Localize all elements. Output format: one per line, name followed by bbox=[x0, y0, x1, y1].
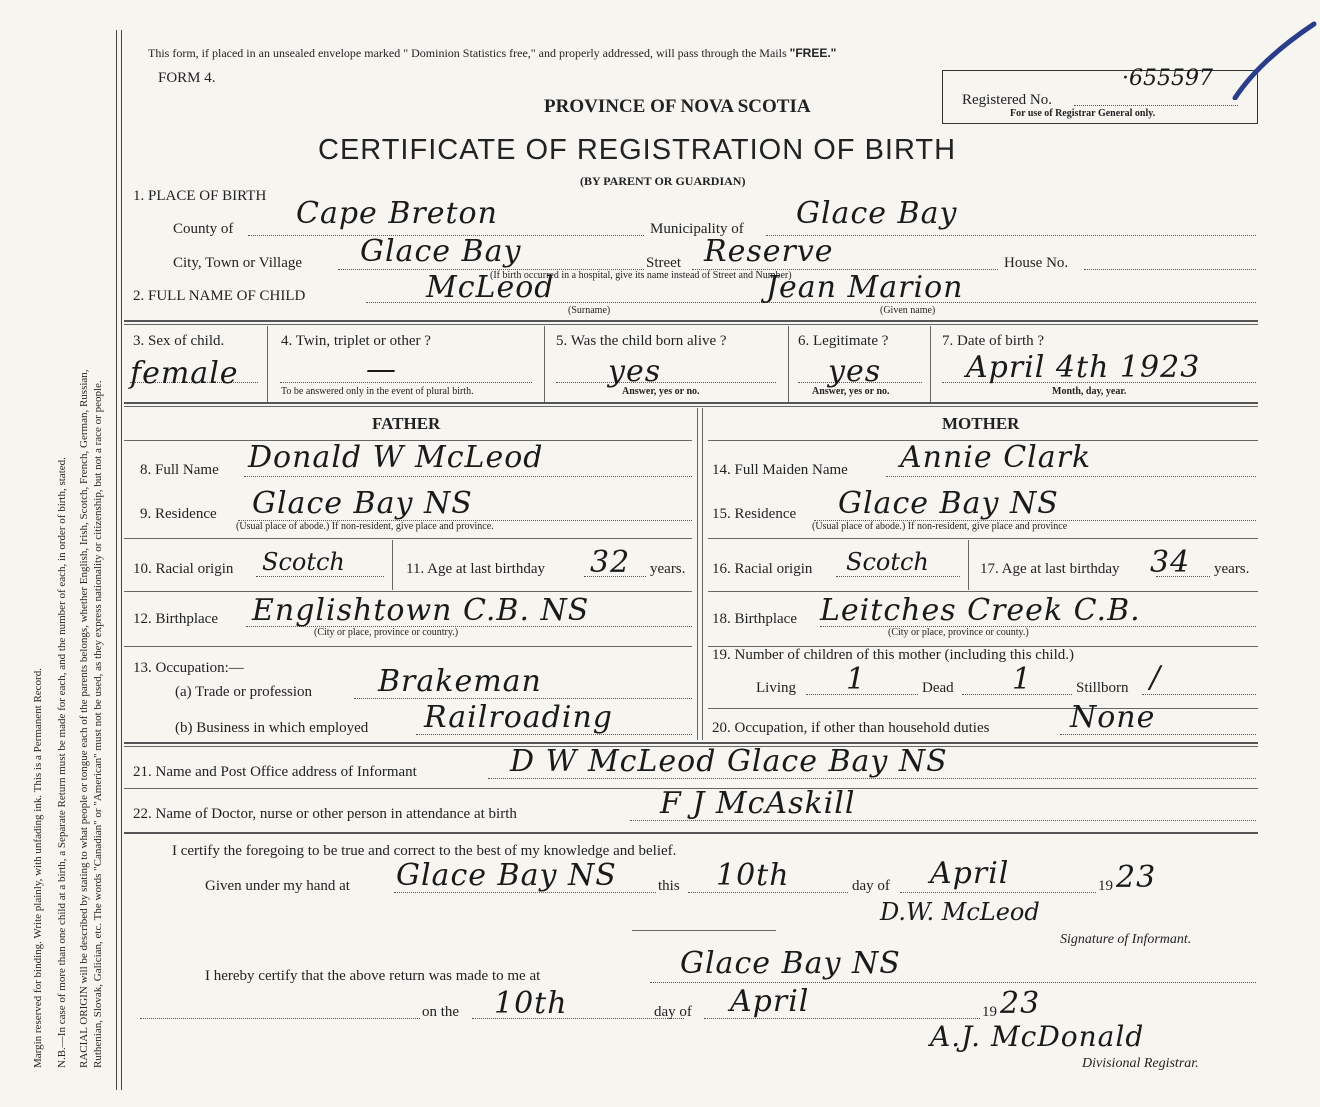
father-residence-label: 9. Residence bbox=[140, 506, 217, 522]
mother-residence-label: 15. Residence bbox=[712, 506, 797, 522]
section-divider-2b bbox=[124, 406, 1258, 407]
stillborn-value: / bbox=[1150, 660, 1162, 695]
trade-value: Brakeman bbox=[378, 664, 542, 699]
dead-label: Dead bbox=[922, 680, 954, 696]
place-of-birth-heading: 1. PLACE OF BIRTH bbox=[133, 188, 267, 204]
on-the-label: on the bbox=[422, 1004, 460, 1020]
dead-value: 1 bbox=[1012, 662, 1033, 697]
section-divider-1 bbox=[124, 320, 1258, 322]
street-value: Reserve bbox=[704, 234, 834, 269]
born-alive-label: 5. Was the child born alive ? bbox=[556, 333, 727, 349]
father-age-unit: years. bbox=[650, 561, 686, 577]
father-race-label: 10. Racial origin bbox=[133, 561, 234, 577]
registrar-place-line bbox=[650, 982, 1256, 983]
date-of-birth-label: 7. Date of birth ? bbox=[942, 333, 1045, 349]
city-label: City, Town or Village bbox=[173, 255, 303, 271]
mother-heading: MOTHER bbox=[942, 414, 1020, 433]
section-divider-4 bbox=[124, 832, 1258, 834]
twin-line bbox=[280, 382, 532, 383]
house-number-label: House No. bbox=[1004, 255, 1069, 271]
check-mark-icon bbox=[1230, 20, 1320, 100]
binding-line-2 bbox=[121, 30, 122, 1090]
mother-birthplace-label: 18. Birthplace bbox=[712, 611, 797, 627]
municipality-value: Glace Bay bbox=[796, 196, 958, 231]
mother-age-label: 17. Age at last birthday bbox=[980, 561, 1120, 577]
hospital-note: (If birth occurred in a hospital, give its name instead of Street and Number) bbox=[490, 270, 792, 281]
col-divider bbox=[930, 326, 931, 402]
occupation-label: 13. Occupation:— bbox=[133, 660, 244, 676]
parent-divider bbox=[697, 408, 698, 740]
certificate-subtitle: (BY PARENT OR GUARDIAN) bbox=[580, 174, 746, 188]
twin-label: 4. Twin, triplet or other ? bbox=[281, 333, 431, 349]
margin-note-1: Margin reserved for binding. Write plainly, with unfading ink. This is a Permanent Record. bbox=[32, 668, 44, 1068]
mother-race-value: Scotch bbox=[846, 548, 929, 576]
registered-line bbox=[1074, 105, 1238, 106]
reg-day-of-label: day of bbox=[654, 1004, 692, 1020]
certificate-title: CERTIFICATE OF REGISTRATION OF BIRTH bbox=[318, 134, 957, 166]
reg-year-prefix: 19 bbox=[982, 1004, 997, 1020]
registrar-place-value: Glace Bay NS bbox=[680, 946, 901, 981]
year-value: 23 bbox=[1116, 860, 1157, 895]
short-rule bbox=[632, 930, 776, 931]
margin-note-3: RACIAL ORIGIN will be described by stating to what people or tongue each of the parents belongs, whether English, Irish, Scotch, French, German, Russian, bbox=[78, 369, 90, 1068]
row-line bbox=[708, 708, 1258, 709]
father-age-value: 32 bbox=[590, 545, 631, 580]
registered-number: ·655597 bbox=[1122, 66, 1213, 91]
margin-note-2: N.B.—In case of more than one child at a birth, a Separate Return must be made for each, and the number of each, in order of birth, stated. bbox=[56, 457, 68, 1068]
mother-name-value: Annie Clark bbox=[900, 440, 1092, 475]
mother-birthplace-value: Leitches Creek C.B. bbox=[820, 593, 1141, 628]
row-line bbox=[708, 591, 1258, 592]
form-number: FORM 4. bbox=[158, 70, 216, 86]
given-name-note: (Given name) bbox=[880, 305, 936, 316]
row-line bbox=[124, 646, 692, 647]
province-heading: PROVINCE OF NOVA SCOTIA bbox=[544, 96, 811, 117]
doctor-label: 22. Name of Doctor, nurse or other person in attendance at birth bbox=[133, 806, 517, 822]
mother-race-label: 16. Racial origin bbox=[712, 561, 813, 577]
col-divider bbox=[788, 326, 789, 402]
informant-label: 21. Name and Post Office address of Informant bbox=[133, 764, 417, 780]
twin-note: To be answered only in the event of plural birth. bbox=[281, 386, 474, 397]
child-given-value: Jean Marion bbox=[766, 270, 964, 305]
trade-label: (a) Trade or profession bbox=[175, 684, 313, 700]
children-count-label: 19. Number of children of this mother (including this child.) bbox=[712, 647, 1075, 663]
mother-name-line bbox=[886, 476, 1256, 477]
sex-label: 3. Sex of child. bbox=[133, 333, 225, 349]
informant-value: D W McLeod Glace Bay NS bbox=[510, 744, 948, 779]
certify-statement: I certify the foregoing to be true and correct to the best of my knowledge and belief. bbox=[172, 843, 677, 859]
row-line bbox=[124, 538, 692, 539]
father-birthplace-value: Englishtown C.B. NS bbox=[252, 593, 590, 628]
this-label: this bbox=[658, 878, 680, 894]
col-divider bbox=[968, 540, 969, 590]
born-alive-note: Answer, yes or no. bbox=[622, 386, 700, 397]
col-divider bbox=[544, 326, 545, 402]
father-name-line bbox=[244, 476, 692, 477]
row-line bbox=[124, 591, 692, 592]
city-value: Glace Bay bbox=[360, 234, 522, 269]
mother-name-label: 14. Full Maiden Name bbox=[712, 462, 848, 478]
binding-line bbox=[116, 30, 117, 1090]
father-heading: FATHER bbox=[372, 414, 441, 433]
house-number-line bbox=[1084, 269, 1256, 270]
born-alive-line bbox=[556, 382, 776, 383]
living-value: 1 bbox=[846, 662, 867, 697]
given-label: Given under my hand at bbox=[205, 878, 350, 894]
father-name-value: Donald W McLeod bbox=[248, 440, 544, 475]
registrar-general-note: For use of Registrar General only. bbox=[1010, 108, 1156, 119]
informant-signature: D.W. McLeod bbox=[880, 898, 1040, 926]
father-birthplace-label: 12. Birthplace bbox=[133, 611, 218, 627]
mother-age-unit: years. bbox=[1214, 561, 1250, 577]
twin-value: — bbox=[366, 352, 397, 387]
child-surname-value: McLeod bbox=[426, 270, 555, 305]
registered-label: Registered No. bbox=[962, 92, 1052, 108]
mail-notice: This form, if placed in an unsealed envelope marked " Dominion Statistics free," and properly addressed, will pass through the Mails "FREE." bbox=[148, 46, 837, 60]
parent-divider-2 bbox=[702, 408, 703, 740]
business-label: (b) Business in which employed bbox=[175, 720, 369, 736]
mother-occupation-label: 20. Occupation, if other than household duties bbox=[712, 720, 990, 736]
day-of-label: day of bbox=[852, 878, 890, 894]
legitimate-label: 6. Legitimate ? bbox=[798, 333, 889, 349]
reg-year-value: 23 bbox=[1000, 986, 1041, 1021]
col-divider bbox=[392, 540, 393, 590]
year-prefix: 19 bbox=[1098, 878, 1113, 894]
father-residence-value: Glace Bay NS bbox=[252, 486, 473, 521]
divisional-registrar-label: Divisional Registrar. bbox=[1082, 1056, 1199, 1071]
this-day-value: 10th bbox=[716, 858, 790, 893]
mother-residence-value: Glace Bay NS bbox=[838, 486, 1059, 521]
col-divider bbox=[267, 326, 268, 402]
mother-age-value: 34 bbox=[1150, 545, 1191, 580]
date-of-birth-value: April 4th 1923 bbox=[966, 350, 1201, 385]
row-line bbox=[708, 538, 1258, 539]
stillborn-label: Stillborn bbox=[1076, 680, 1129, 696]
date-of-birth-note: Month, day, year. bbox=[1052, 386, 1127, 397]
registrar-signature: A.J. McDonald bbox=[930, 1020, 1145, 1053]
father-name-label: 8. Full Name bbox=[140, 462, 219, 478]
father-residence-note: (Usual place of abode.) If non-resident, give place and province. bbox=[236, 521, 494, 532]
margin-note-4: Ruthenian, Slovak, Galician, etc. The words "Canadian" or "American" must not be used, as they express nationality or citizenship, but not a race or people. bbox=[92, 380, 104, 1068]
county-label: County of bbox=[173, 221, 234, 237]
living-label: Living bbox=[756, 680, 796, 696]
mother-occupation-value: None bbox=[1070, 700, 1156, 735]
section-divider-2 bbox=[124, 402, 1258, 404]
father-race-line bbox=[256, 576, 384, 577]
mother-race-line bbox=[836, 576, 960, 577]
mother-birthplace-note: (City or place, province or county.) bbox=[888, 627, 1029, 638]
legitimate-note: Answer, yes or no. bbox=[812, 386, 890, 397]
legitimate-value: yes bbox=[828, 354, 882, 389]
born-alive-value: yes bbox=[608, 354, 662, 389]
mother-residence-note: (Usual place of abode.) If non-resident, give place and province bbox=[812, 521, 1068, 532]
sex-value: female bbox=[130, 356, 239, 391]
reg-day-value: 10th bbox=[494, 986, 568, 1021]
street-label: Street bbox=[646, 255, 681, 271]
father-birthplace-note: (City or place, province or country.) bbox=[314, 627, 459, 638]
month-value: April bbox=[930, 856, 1010, 891]
on-the-lead-line bbox=[140, 1018, 420, 1019]
reg-month-value: April bbox=[730, 984, 810, 1019]
municipality-label: Municipality of bbox=[650, 221, 744, 237]
child-name-label: 2. FULL NAME OF CHILD bbox=[133, 288, 306, 304]
father-age-label: 11. Age at last birthday bbox=[406, 561, 545, 577]
municipality-line bbox=[766, 235, 1256, 236]
doctor-value: F J McAskill bbox=[660, 786, 856, 821]
county-value: Cape Breton bbox=[296, 196, 498, 231]
informant-signature-label: Signature of Informant. bbox=[1060, 932, 1192, 947]
registrar-statement: I hereby certify that the above return was made to me at bbox=[205, 968, 541, 984]
given-place-value: Glace Bay NS bbox=[396, 858, 617, 893]
surname-note: (Surname) bbox=[568, 305, 611, 316]
business-value: Railroading bbox=[424, 700, 613, 735]
month-line bbox=[900, 892, 1096, 893]
section-divider-1b bbox=[124, 324, 1258, 325]
father-race-value: Scotch bbox=[262, 548, 345, 576]
